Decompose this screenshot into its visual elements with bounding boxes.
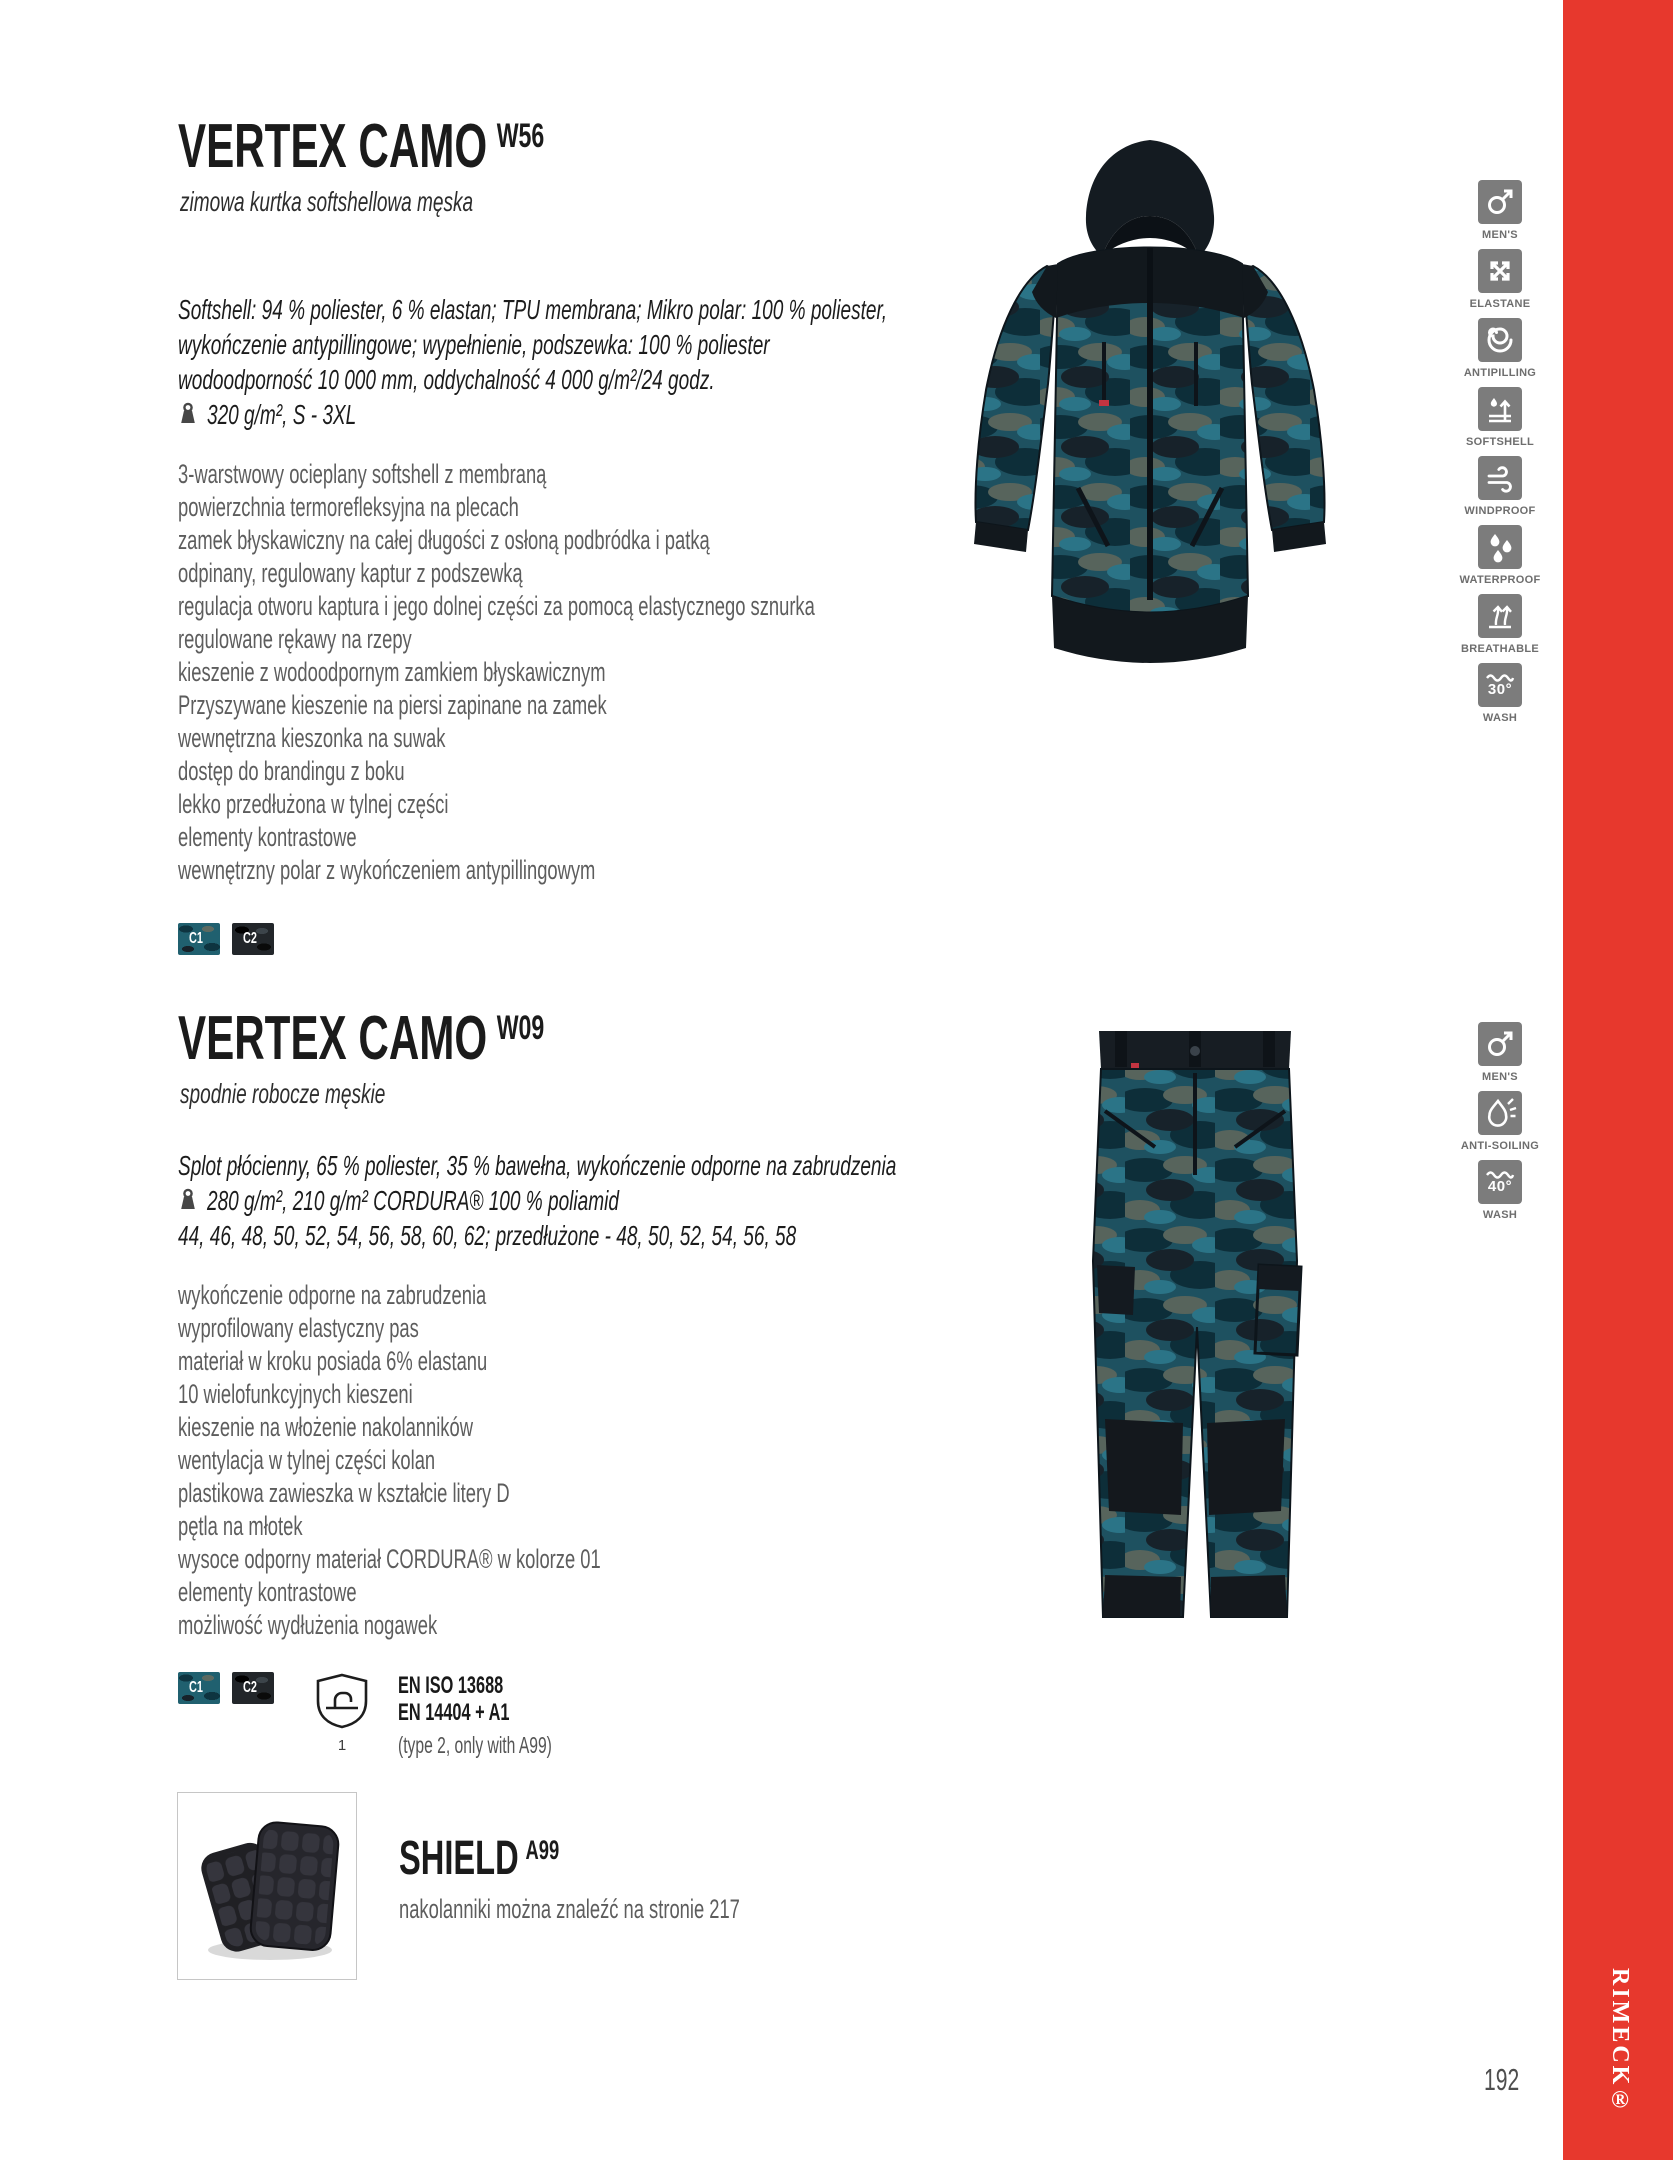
attr-label: BREATHABLE [1461, 643, 1539, 655]
product-code: W56 [496, 117, 545, 155]
anti-soiling-icon [1478, 1091, 1522, 1135]
product-spec [178, 1148, 1178, 1253]
feature-line: wentylacja w tylnej części kolan [178, 1445, 436, 1475]
swatch-c1 [178, 1672, 220, 1704]
attr-mens [1440, 180, 1560, 241]
feature-line: regulowane rękawy na rzepy [178, 624, 412, 654]
feature-line: elementy kontrastowe [178, 1577, 357, 1607]
feature-line: pętla na młotek [178, 1511, 303, 1541]
mens-icon [1478, 180, 1522, 224]
jacket-photo [950, 132, 1350, 712]
product-subtitle: spodnie robocze męskie [180, 1078, 386, 1109]
certification-row [178, 1672, 1178, 1759]
attr-mens [1440, 1022, 1560, 1083]
wash-temp: 30° [1487, 681, 1513, 698]
attr-waterproof [1440, 525, 1560, 586]
related-code: A99 [525, 1835, 560, 1865]
attr-wash-40 [1440, 1160, 1560, 1221]
feature-line: odpinany, regulowany kaptur z podszewką [178, 558, 523, 588]
antipilling-icon [1478, 318, 1522, 362]
color-swatches [178, 923, 1178, 955]
mens-icon [1478, 1022, 1522, 1066]
attr-label: ELASTANE [1469, 298, 1531, 310]
product-section-w09 [178, 1004, 1178, 1759]
brand-logo-vertical: RIMECK® [1607, 1967, 1633, 2116]
feature-list [178, 1279, 1178, 1642]
weight-icon [178, 1183, 207, 1218]
wash-30-icon [1478, 663, 1522, 707]
softshell-icon [1478, 387, 1522, 431]
attribute-icons-w09 [1440, 1022, 1560, 1229]
feature-line: dostęp do brandingu z boku [178, 756, 405, 786]
attribute-icons-w56 [1440, 180, 1560, 732]
trousers-photo [1035, 1015, 1355, 1645]
product-code: W09 [496, 1009, 545, 1047]
feature-line: regulacja otworu kaptura i jego dolnej części za pomocą elastycznego sznurka [178, 591, 815, 621]
cert-shield-number: 1 [337, 1737, 347, 1754]
product-title-text: VERTEX CAMO [178, 112, 488, 181]
attr-label: WINDPROOF [1464, 505, 1536, 517]
attr-windproof [1440, 456, 1560, 517]
feature-line: materiał w kroku posiada 6% elastanu [178, 1346, 488, 1376]
attr-label: SOFTSHELL [1465, 436, 1535, 448]
attr-wash-30 [1440, 663, 1560, 724]
swatch-label: C2 [242, 1679, 257, 1696]
attr-label: ANTIPILLING [1463, 367, 1537, 379]
feature-line: powierzchnia termorefleksyjna na plecach [178, 492, 519, 522]
product-subtitle: zimowa kurtka softshellowa męska [180, 186, 474, 217]
product-title [178, 1004, 858, 1073]
swatch-label: C2 [242, 930, 257, 947]
related-text [399, 1792, 900, 1980]
swatch-label: C1 [188, 930, 203, 947]
attr-label: MEN'S [1482, 229, 1518, 241]
feature-line: elementy kontrastowe [178, 822, 357, 852]
breathable-icon [1478, 594, 1522, 638]
feature-line: Przyszywane kieszenie na piersi zapinane na zamek [178, 690, 607, 720]
feature-line: wykończenie odporne na zabrudzenia [178, 1280, 487, 1310]
swatch-c2 [232, 923, 274, 955]
feature-line: plastikowa zawieszka w kształcie litery D [178, 1478, 510, 1508]
related-title-text: SHIELD [399, 1832, 519, 1885]
attr-antipilling [1440, 318, 1560, 379]
spec-line: Splot płócienny, 65 % poliester, 35 % bawełna, wykończenie odporne na zabrudzenia [178, 1150, 897, 1181]
feature-line: wewnętrzna kieszonka na suwak [178, 723, 446, 753]
knee-protection-shield-icon [315, 1717, 369, 1734]
attr-label: WASH [1482, 712, 1518, 724]
feature-line: wewnętrzny polar z wykończeniem antypillingowym [178, 855, 596, 885]
page-number: 192 [1484, 2062, 1520, 2097]
attr-label: WATERPROOF [1459, 574, 1541, 586]
swatch-c1 [178, 923, 220, 955]
weight-row [178, 1183, 1178, 1218]
attr-label: MEN'S [1482, 1071, 1518, 1083]
elastane-icon [1478, 249, 1522, 293]
cert-shield [312, 1672, 372, 1754]
related-product-shield [177, 1792, 900, 1980]
feature-line: wyprofilowany elastyczny pas [178, 1313, 419, 1343]
weight-text: 280 g/m², 210 g/m² CORDURA® 100 % poliamid [207, 1185, 619, 1216]
wash-temp: 40° [1487, 1178, 1513, 1195]
product-title-text: VERTEX CAMO [178, 1004, 488, 1073]
cert-standard: EN ISO 13688 [398, 1672, 504, 1699]
weight-icon [178, 397, 207, 432]
kneepads-photo [177, 1792, 357, 1980]
attr-elastane [1440, 249, 1560, 310]
related-title [399, 1832, 740, 1885]
attr-label: ANTI-SOILING [1460, 1140, 1540, 1152]
feature-line: możliwość wydłużenia nogawek [178, 1610, 438, 1640]
color-swatches [178, 1672, 286, 1704]
feature-line: zamek błyskawiczny na całej długości z osłoną podbródka i patką [178, 525, 710, 555]
attr-label: WASH [1482, 1209, 1518, 1221]
feature-line: wysoce odporny materiał CORDURA® w kolorze 01 [178, 1544, 601, 1574]
feature-line: lekko przedłużona w tylnej części [178, 789, 449, 819]
feature-line: kieszenie na włożenie nakolanników [178, 1412, 473, 1442]
spec-line: wodoodporność 10 000 mm, oddychalność 4 000 g/m²/24 godz. [178, 364, 715, 395]
cert-note: (type 2, only with A99) [398, 1732, 552, 1758]
sizes-line: 44, 46, 48, 50, 52, 54, 56, 58, 60, 62; przedłużone - 48, 50, 52, 54, 56, 58 [178, 1220, 797, 1251]
weight-text: 320 g/m², S - 3XL [207, 399, 357, 430]
swatch-label: C1 [188, 1679, 203, 1696]
brand-sidebar [1563, 0, 1673, 2160]
spec-line: wykończenie antypillingowe; wypełnienie, podszewka: 100 % poliester [178, 329, 770, 360]
product-title [178, 112, 858, 181]
feature-line: 10 wielofunkcyjnych kieszeni [178, 1379, 413, 1409]
attr-breathable [1440, 594, 1560, 655]
related-note: nakolanniki można znaleźć na stronie 217 [399, 1894, 740, 1924]
wash-40-icon [1478, 1160, 1522, 1204]
feature-line: kieszenie z wodoodpornym zamkiem błyskawicznym [178, 657, 606, 687]
cert-text [398, 1672, 624, 1759]
feature-line: 3-warstwowy ocieplany softshell z membraną [178, 459, 547, 489]
waterproof-icon [1478, 525, 1522, 569]
spec-line: Softshell: 94 % poliester, 6 % elastan; TPU membrana; Mikro polar: 100 % poliester, [178, 294, 888, 325]
windproof-icon [1478, 456, 1522, 500]
attr-softshell [1440, 387, 1560, 448]
attr-anti-soiling [1440, 1091, 1560, 1152]
cert-standard: EN 14404 + A1 [398, 1699, 510, 1726]
swatch-c2 [232, 1672, 274, 1704]
